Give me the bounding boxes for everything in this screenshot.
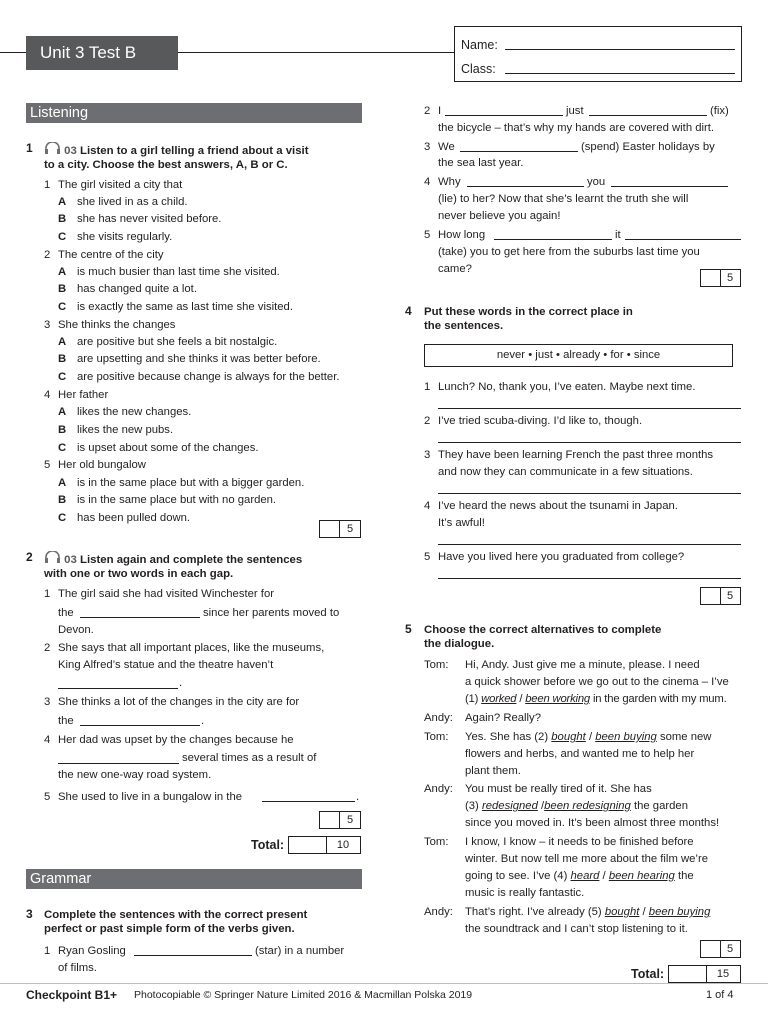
sentence-text: They have been learning French the past three months <box>438 449 714 461</box>
answer-line[interactable] <box>438 442 741 443</box>
exercise-number: 5 <box>405 622 412 636</box>
exercise-number: 2 <box>26 550 33 564</box>
track-number: 03 <box>64 554 77 566</box>
choice-option[interactable]: bought <box>551 731 586 743</box>
question-number: 5 <box>44 459 51 471</box>
punctuation: . <box>356 791 360 803</box>
punctuation: . <box>179 677 183 689</box>
choice-option[interactable]: been buying <box>595 731 657 743</box>
sentence-text: and now they can communicate in a few situations. <box>438 466 693 478</box>
option-letter: A <box>58 266 67 278</box>
exercise-1-instruction: 03 Listen to a girl telling a friend about a visit to a city. Choose the best answers, A, B or C. <box>44 142 364 172</box>
option-letter: C <box>58 442 67 454</box>
dialogue-line: music is really fantastic. <box>465 887 585 899</box>
score-box[interactable]: 5 <box>700 587 741 605</box>
section-grammar: Grammar <box>26 869 362 889</box>
sentence-text: Her dad was upset by the changes because he <box>58 734 294 746</box>
headphones-icon <box>44 554 61 566</box>
question-number: 1 <box>44 588 51 600</box>
speaker-label: Tom: <box>424 836 449 848</box>
question-number: 4 <box>44 389 51 401</box>
option-text: she has never visited before. <box>77 213 222 225</box>
dialogue-line: a quick shower before we go out to the cinema – I’ve <box>465 676 729 688</box>
sentence-text: (take) you to get here from the suburbs last time you <box>438 246 700 258</box>
option-text: likes the new pubs. <box>77 424 174 436</box>
exercise-2-instruction: 03 Listen again and complete the sentences with one or two words in each gap. <box>44 551 364 581</box>
option-letter: B <box>58 213 67 225</box>
question-number: 4 <box>424 176 431 188</box>
score-box[interactable]: 5 <box>700 269 741 287</box>
dialogue-line: plant them. <box>465 765 521 777</box>
option-text: is in the same place but with a bigger garden. <box>77 477 305 489</box>
choice-option[interactable]: been redesigning <box>544 800 631 812</box>
sentence-text: you <box>587 176 606 188</box>
dialogue-line: That’s right. I’ve already (5) bought / been buying <box>465 906 711 918</box>
class-field[interactable] <box>505 73 735 74</box>
exercise-5-instruction: Choose the correct alternatives to complete the dialogue. <box>424 624 662 650</box>
question-number: 5 <box>424 229 431 241</box>
option-letter: A <box>58 196 67 208</box>
page-title: Unit 3 Test B <box>26 36 178 70</box>
option-letter: C <box>58 301 67 313</box>
total-score-box[interactable]: 15 <box>668 965 741 983</box>
name-class-box <box>454 26 742 82</box>
dialogue-line: I know, I know – it needs to be finished before <box>465 836 694 848</box>
sentence-text: King Alfred’s statue and the theatre haven’t <box>58 659 274 671</box>
question-number: 3 <box>44 319 51 331</box>
sentence-text: Ryan Gosling <box>58 945 126 957</box>
option-letter: C <box>58 371 67 383</box>
sentence-text: (fix) <box>710 105 729 117</box>
choice-option[interactable]: heard <box>570 870 600 882</box>
exercise-4-instruction: Put these words in the correct place in the sentences. <box>424 306 633 332</box>
option-text: are positive because change is always for the better. <box>77 371 340 383</box>
dialogue-line: flowers and herbs, and wanted me to help her <box>465 748 695 760</box>
option-text: she visits regularly. <box>77 231 173 243</box>
sentence-text: of films. <box>58 962 97 974</box>
question-number: 1 <box>424 381 431 393</box>
option-text: is in the same place but with no garden. <box>77 494 277 506</box>
sentence-text: came? <box>438 263 472 275</box>
option-letter: B <box>58 424 67 436</box>
dialogue-line: You must be really tired of it. She has <box>465 783 652 795</box>
exercise-number: 4 <box>405 304 412 318</box>
sentence-text: (spend) Easter holidays by <box>581 141 715 153</box>
name-label: Name: <box>461 38 498 52</box>
speaker-label: Tom: <box>424 659 449 671</box>
dialogue-line: (3) redesigned /been redesigning the garden <box>465 800 688 812</box>
option-text: are upsetting and she thinks it was better before. <box>77 353 321 365</box>
choice-option[interactable]: been working <box>525 693 591 705</box>
answer-gap[interactable] <box>58 763 179 764</box>
score-box[interactable]: 5 <box>700 940 741 958</box>
sentence-text: the <box>58 607 74 619</box>
sentence-text: It’s awful! <box>438 517 485 529</box>
sentence-text: the new one-way road system. <box>58 769 212 781</box>
total-label: Total: <box>251 838 285 852</box>
track-number: 03 <box>64 145 77 157</box>
question-stem: Her father <box>58 389 109 401</box>
answer-gap[interactable] <box>611 186 728 187</box>
answer-gap[interactable] <box>134 955 252 956</box>
question-number: 2 <box>424 105 431 117</box>
sentence-text: She used to live in a bungalow in the <box>58 791 243 803</box>
choice-option[interactable]: worked <box>481 693 517 705</box>
answer-line[interactable] <box>438 578 741 579</box>
sentence-text: We <box>438 141 455 153</box>
sentence-text: just <box>566 105 584 117</box>
dialogue-line: going to see. I’ve (4) heard / been hearing the <box>465 870 694 882</box>
question-stem: She thinks the changes <box>58 319 176 331</box>
sentence-text: never believe you again! <box>438 210 561 222</box>
sentence-text: Lunch? No, thank you, I’ve eaten. Maybe next time. <box>438 381 696 393</box>
sentence-text: Why <box>438 176 461 188</box>
sentence-text: I’ve heard the news about the tsunami in Japan. <box>438 500 678 512</box>
punctuation: . <box>201 715 205 727</box>
sentence-text: it <box>615 229 621 241</box>
dialogue-line: (1) worked / been working in the garden with my mum. <box>465 693 727 705</box>
footer-copyright: Photocopiable © Springer Nature Limited 2016 & Macmillan Polska 2019 <box>134 989 473 1001</box>
page-number: 1 of 4 <box>706 989 734 1001</box>
answer-gap[interactable] <box>625 239 741 240</box>
sentence-text: The girl said she had visited Winchester for <box>58 588 274 600</box>
sentence-text: Devon. <box>58 624 94 636</box>
header-rule-right <box>178 52 454 53</box>
speaker-label: Andy: <box>424 783 453 795</box>
sentence-text: How long <box>438 229 486 241</box>
sentence-text: the <box>58 715 74 727</box>
question-number: 2 <box>424 415 431 427</box>
answer-line[interactable] <box>438 544 741 545</box>
option-letter: B <box>58 283 67 295</box>
exercise-number: 1 <box>26 141 33 155</box>
option-letter: C <box>58 512 67 524</box>
option-text: has been pulled down. <box>77 512 191 524</box>
sentence-text: (star) in a number <box>255 945 345 957</box>
option-letter: A <box>58 336 67 348</box>
dialogue-line: Hi, Andy. Just give me a minute, please. I need <box>465 659 700 671</box>
exercise-number: 3 <box>26 907 33 921</box>
exercise-3-instruction: Complete the sentences with the correct present perfect or past simple form of the verbs given. <box>44 909 308 935</box>
question-stem: Her old bungalow <box>58 459 146 471</box>
option-text: is upset about some of the changes. <box>77 442 259 454</box>
question-number: 5 <box>424 551 431 563</box>
dialogue-line: since you moved in. It’s been almost three months! <box>465 817 720 829</box>
dialogue-line: Again? Really? <box>465 712 541 724</box>
footer-brand: Checkpoint B1+ <box>26 988 118 1002</box>
speaker-label: Tom: <box>424 731 449 743</box>
sentence-text: She thinks a lot of the changes in the city are for <box>58 696 300 708</box>
name-field[interactable] <box>505 49 735 50</box>
answer-gap[interactable] <box>58 688 178 689</box>
answer-gap[interactable] <box>467 186 584 187</box>
question-stem: The girl visited a city that <box>58 179 183 191</box>
answer-gap[interactable] <box>445 115 563 116</box>
option-text: has changed quite a lot. <box>77 283 197 295</box>
option-text: is much busier than last time she visited. <box>77 266 280 278</box>
footer-rule <box>0 983 768 984</box>
sentence-text: since her parents moved to <box>203 607 340 619</box>
question-stem: The centre of the city <box>58 249 164 261</box>
question-number: 2 <box>44 249 51 261</box>
option-letter: B <box>58 353 67 365</box>
sentence-text: I’ve tried scuba-diving. I’d like to, though. <box>438 415 643 427</box>
answer-gap[interactable] <box>460 151 578 152</box>
score-box[interactable]: 5 <box>319 520 361 538</box>
sentence-text: several times as a result of <box>182 752 317 764</box>
sentence-text: I <box>438 105 442 117</box>
total-label: Total: <box>631 967 665 981</box>
dialogue-line: winter. But now tell me more about the film we’re <box>465 853 708 865</box>
question-number: 4 <box>44 734 51 746</box>
word-box: never • just • already • for • since <box>424 344 733 367</box>
total-score-box[interactable]: 10 <box>288 836 361 854</box>
speaker-label: Andy: <box>424 712 453 724</box>
question-number: 4 <box>424 500 431 512</box>
option-text: are positive but she feels a bit nostalgic. <box>77 336 278 348</box>
dialogue-line: Yes. She has (2) bought / been buying some new <box>465 731 712 743</box>
headphones-icon <box>44 145 61 157</box>
class-label: Class: <box>461 62 496 76</box>
sentence-text: She says that all important places, like the museums, <box>58 642 325 654</box>
header-rule-left <box>0 52 26 53</box>
question-number: 3 <box>424 449 431 461</box>
choice-option[interactable]: been hearing <box>608 870 675 882</box>
question-number: 2 <box>44 642 51 654</box>
question-number: 5 <box>44 791 51 803</box>
option-letter: B <box>58 494 67 506</box>
sentence-text: the bicycle – that’s why my hands are covered with dirt. <box>438 122 715 134</box>
choice-option[interactable]: redesigned <box>481 800 538 812</box>
question-number: 1 <box>44 179 51 191</box>
question-number: 3 <box>424 141 431 153</box>
option-text: she lived in as a child. <box>77 196 188 208</box>
choice-option[interactable]: bought <box>604 906 640 918</box>
dialogue-line: the soundtrack and I can’t stop listening to it. <box>465 923 688 935</box>
answer-line[interactable] <box>438 493 741 494</box>
score-box[interactable]: 5 <box>319 811 361 829</box>
sentence-text: the sea last year. <box>438 157 524 169</box>
sentence-text: (lie) to her? Now that she’s learnt the truth she will <box>438 193 689 205</box>
section-listening: Listening <box>26 103 362 123</box>
option-letter: C <box>58 231 67 243</box>
option-letter: A <box>58 477 67 489</box>
answer-gap[interactable] <box>494 239 612 240</box>
speaker-label: Andy: <box>424 906 453 918</box>
sentence-text: Have you lived here you graduated from college? <box>438 551 685 563</box>
choice-option[interactable]: been buying <box>648 906 711 918</box>
question-number: 3 <box>44 696 51 708</box>
answer-gap[interactable] <box>262 801 355 802</box>
question-number: 1 <box>44 945 51 957</box>
answer-gap[interactable] <box>80 725 200 726</box>
answer-gap[interactable] <box>589 115 707 116</box>
answer-gap[interactable] <box>80 617 200 618</box>
option-text: likes the new changes. <box>77 406 192 418</box>
option-text: is exactly the same as last time she visited. <box>77 301 293 313</box>
answer-line[interactable] <box>438 408 741 409</box>
option-letter: A <box>58 406 67 418</box>
